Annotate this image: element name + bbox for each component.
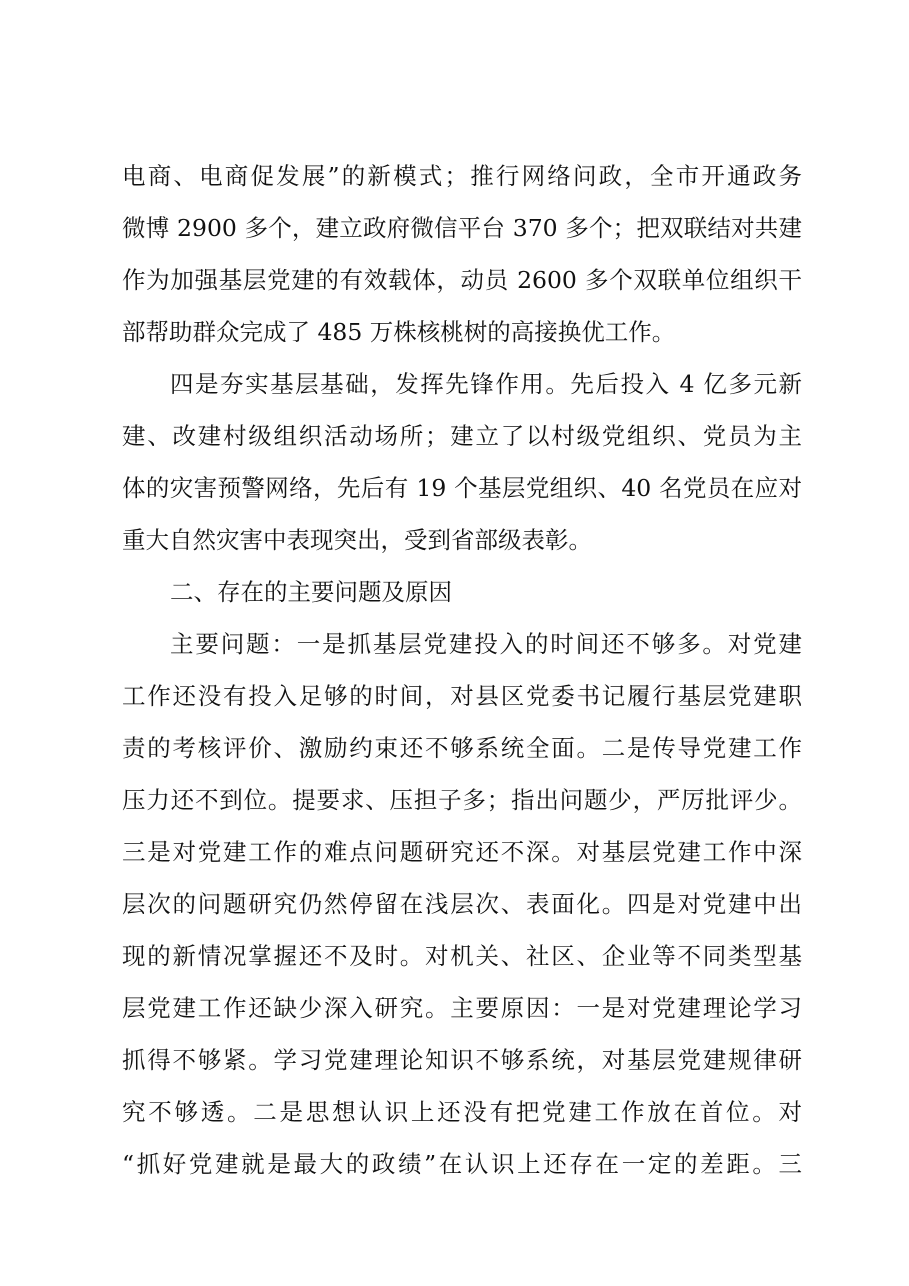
text-line: 层次的问题研究仍然停留在浅层次、表面化。四是对党建中出 bbox=[122, 890, 802, 918]
text-line: 压力还不到位。提要求、压担子多；指出问题少，严厉批评少。 bbox=[122, 786, 802, 814]
text-line: 三是对党建工作的难点问题研究还不深。对基层党建工作中深 bbox=[122, 838, 802, 866]
text-line: 四是夯实基层基础，发挥先锋作用。先后投入 4 亿多元新 bbox=[170, 370, 802, 398]
text-line: 主要问题：一是抓基层党建投入的时间还不够多。对党建 bbox=[170, 630, 802, 658]
text-line: 微博 2900 多个，建立政府微信平台 370 多个；把双联结对共建 bbox=[122, 214, 802, 242]
text-line: 层党建工作还缺少深入研究。主要原因：一是对党建理论学习 bbox=[122, 994, 802, 1022]
section-heading: 二、存在的主要问题及原因 bbox=[170, 578, 452, 606]
text-line: 重大自然灾害中表现突出，受到省部级表彰。 bbox=[122, 526, 592, 554]
document-body bbox=[122, 150, 802, 1190]
text-line: 工作还没有投入足够的时间，对县区党委书记履行基层党建职 bbox=[122, 682, 802, 710]
text-line: 作为加强基层党建的有效载体，动员 2600 多个双联单位组织干 bbox=[122, 266, 802, 294]
text-line: “抓好党建就是最大的政绩”在认识上还存在一定的差距。三 bbox=[122, 1150, 802, 1178]
text-line: 责的考核评价、激励约束还不够系统全面。二是传导党建工作 bbox=[122, 734, 802, 762]
text-line: 体的灾害预警网络，先后有 19 个基层党组织、40 名党员在应对 bbox=[122, 474, 802, 502]
text-line: 部帮助群众完成了 485 万株核桃树的高接换优工作。 bbox=[122, 318, 676, 346]
text-line: 抓得不够紧。学习党建理论知识不够系统，对基层党建规律研 bbox=[122, 1046, 802, 1074]
text-line: 电商、电商促发展”的新模式；推行网络问政，全市开通政务 bbox=[122, 162, 802, 190]
text-line: 究不够透。二是思想认识上还没有把党建工作放在首位。对 bbox=[122, 1098, 802, 1126]
text-line: 现的新情况掌握还不及时。对机关、社区、企业等不同类型基 bbox=[122, 942, 802, 970]
text-line: 建、改建村级组织活动场所；建立了以村级党组织、党员为主 bbox=[122, 422, 802, 450]
